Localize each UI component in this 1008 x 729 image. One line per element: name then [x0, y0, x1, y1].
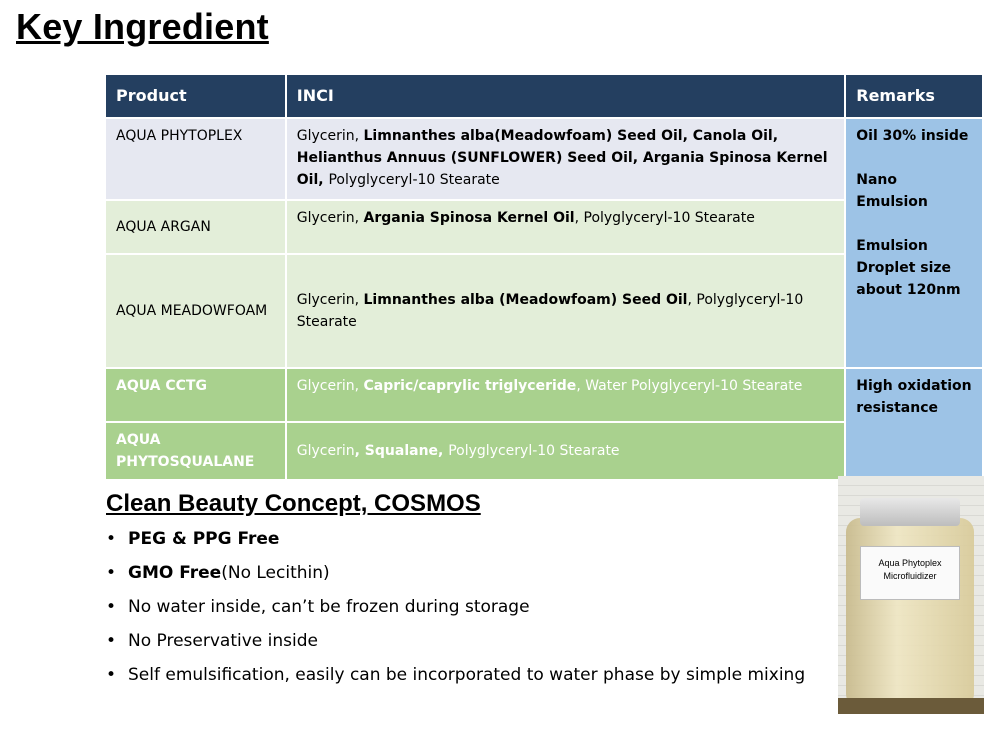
bottle-cap — [860, 498, 960, 526]
inci-segment: Glycerin — [296, 443, 355, 459]
inci-segment: , Polyglyceryl-10 Stearate — [296, 292, 804, 330]
table-row — [105, 118, 983, 200]
inci-segment: Capric/caprylic triglyceride — [363, 378, 577, 394]
remarks-cell-oxidation: High oxidation resistance — [845, 368, 983, 480]
inci-cell — [286, 118, 846, 200]
table-row — [105, 368, 983, 422]
section-title: Clean Beauty Concept, COSMOS — [106, 490, 481, 517]
photo-base — [838, 698, 984, 714]
inci-segment: , Polyglyceryl-10 Stearate — [574, 210, 755, 226]
inci-segment: Limnanthes alba(Meadowfoam) Seed Oil, Canola Oil, Helianthus Annuus (SUNFLOWER) Seed Oil, Argania Spinosa Kernel Oil, — [296, 128, 828, 188]
remark-line: Emulsion Droplet size about 120nm — [856, 238, 961, 298]
inci-cell — [286, 200, 846, 254]
list-item: • No water inside, can’t be frozen during storage — [106, 593, 805, 627]
product-cell: AQUA ARGAN — [105, 200, 286, 254]
inci-segment: Limnanthes alba (Meadowfoam) Seed Oil — [363, 292, 688, 308]
inci-segment: Glycerin, — [296, 378, 364, 394]
ingredient-table — [104, 73, 984, 481]
inci-segment: Glycerin, — [296, 210, 364, 226]
remark-line: Oil 30% inside — [856, 128, 969, 144]
bottle-label: Aqua Phytoplex Microfluidizer — [860, 546, 960, 600]
product-cell: AQUA PHYTOPLEX — [105, 118, 286, 200]
page-title: Key Ingredient — [16, 6, 269, 47]
list-item: • PEG & PPG Free — [106, 525, 805, 559]
inci-segment: Polyglyceryl-10 Stearate — [328, 172, 500, 188]
product-photo — [838, 476, 984, 714]
product-cell: AQUA CCTG — [105, 368, 286, 422]
inci-segment: , Water Polyglyceryl-10 Stearate — [576, 378, 803, 394]
inci-segment: Argania Spinosa Kernel Oil — [363, 210, 575, 226]
inci-cell — [286, 254, 846, 368]
inci-cell — [286, 368, 846, 422]
inci-segment: Polyglyceryl-10 Stearate — [448, 443, 620, 459]
inci-segment: , Squalane, — [354, 443, 449, 459]
header-product: Product — [105, 74, 286, 118]
header-remarks: Remarks — [845, 74, 983, 118]
remark-line: Nano Emulsion — [856, 172, 928, 210]
feature-list — [106, 525, 805, 695]
inci-segment: Glycerin, — [296, 292, 364, 308]
inci-segment: Glycerin, — [296, 128, 364, 144]
product-cell: AQUA MEADOWFOAM — [105, 254, 286, 368]
table-header-row — [105, 74, 983, 118]
list-item: • No Preservative inside — [106, 627, 805, 661]
list-item: • Self emulsification, easily can be incorporated to water phase by simple mixing — [106, 661, 805, 695]
list-item: • GMO Free(No Lecithin) — [106, 559, 805, 593]
remarks-cell-nano — [845, 118, 983, 368]
header-inci: INCI — [286, 74, 846, 118]
product-cell: AQUA PHYTOSQUALANE — [105, 422, 286, 480]
inci-cell — [286, 422, 846, 480]
